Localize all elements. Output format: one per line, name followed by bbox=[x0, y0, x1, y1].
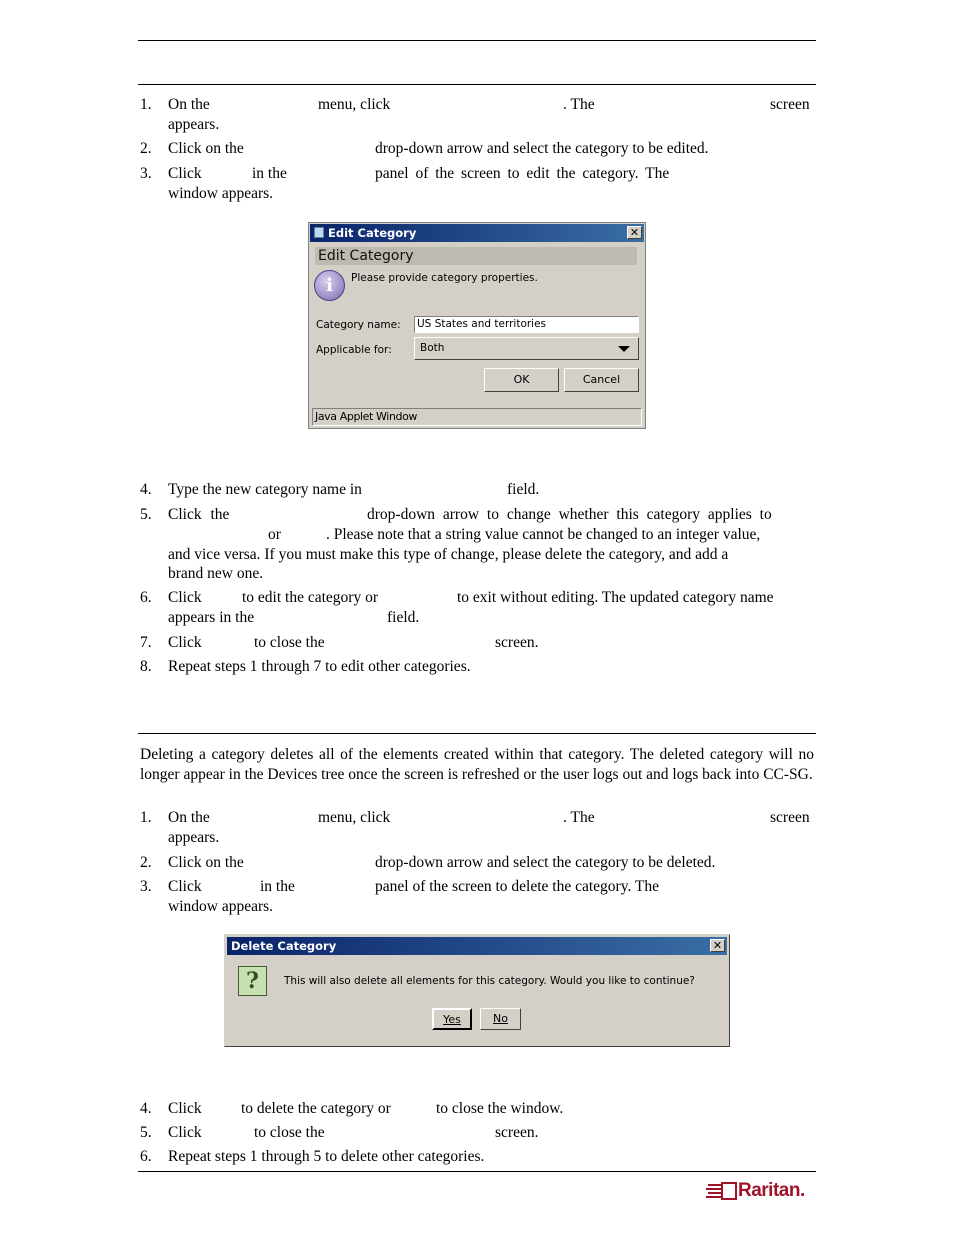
cancel-button[interactable]: Cancel bbox=[564, 368, 639, 392]
yes-button[interactable]: Yes bbox=[432, 1008, 472, 1030]
step-text: field. bbox=[507, 481, 540, 498]
applicable-for-select[interactable] bbox=[414, 337, 639, 360]
step-text: . The bbox=[563, 96, 595, 113]
step-number: 3. bbox=[140, 165, 152, 182]
step-number: 5. bbox=[140, 506, 152, 523]
step-text: Click bbox=[168, 589, 202, 606]
step-text: appears. bbox=[168, 116, 220, 133]
step-text: Repeat steps 1 through 5 to delete other categories. bbox=[168, 1148, 485, 1165]
step-text: brand new one. bbox=[168, 565, 264, 582]
step-number: 3. bbox=[140, 878, 152, 895]
step-text: to exit without editing. The updated category name bbox=[457, 589, 774, 606]
header-rule bbox=[138, 40, 816, 41]
question-icon: ? bbox=[238, 966, 267, 996]
step-text: drop-down arrow to change whether this category applies to bbox=[367, 506, 772, 523]
step-text: in the bbox=[252, 165, 287, 182]
no-button[interactable]: No bbox=[480, 1008, 521, 1030]
step-number: 2. bbox=[140, 854, 152, 871]
step-number: 4. bbox=[140, 481, 152, 498]
step-text: in the bbox=[260, 878, 295, 895]
step-number: 7. bbox=[140, 634, 152, 651]
delete-category-dialog bbox=[224, 934, 730, 1047]
confirm-message: This will also delete all elements for this category. Would you like to continue? bbox=[284, 975, 695, 987]
category-name-label: Category name: bbox=[316, 319, 401, 331]
step-text: Click bbox=[168, 878, 202, 895]
info-icon: i bbox=[314, 270, 345, 301]
step-text: Click bbox=[168, 165, 202, 182]
step-text: and vice versa. If you must make this type of change, please delete the category, and add a bbox=[168, 546, 729, 563]
info-text: Please provide category properties. bbox=[351, 272, 538, 284]
step-text: menu, click bbox=[318, 96, 391, 113]
applicable-for-label: Applicable for: bbox=[316, 344, 392, 356]
step-number: 6. bbox=[140, 1148, 152, 1165]
step-text: to close the bbox=[254, 1124, 325, 1141]
status-bar: Java Applet Window bbox=[312, 408, 642, 426]
step-text: . Please note that a string value cannot be changed to an integer value, bbox=[326, 526, 761, 543]
java-cup-icon bbox=[314, 227, 324, 238]
step-number: 8. bbox=[140, 658, 152, 675]
dialog-titlebar bbox=[227, 937, 727, 955]
step-text: Type the new category name in bbox=[168, 481, 362, 498]
step-text: or bbox=[268, 526, 281, 543]
step-text: screen bbox=[770, 809, 810, 826]
step-text: to delete the category or bbox=[241, 1100, 391, 1117]
step-text: window appears. bbox=[168, 898, 274, 915]
logo-text: Raritan. bbox=[738, 1180, 805, 1201]
delete-intro: Deleting a category deletes all of the elements created within that category. The deleted category will no longer appear in the Devices tree once the screen is refreshed or the user logs out and logs back into CC-SG. bbox=[140, 746, 814, 783]
category-name-input[interactable]: US States and territories bbox=[414, 316, 639, 333]
step-number: 2. bbox=[140, 140, 152, 157]
step-text: screen bbox=[770, 96, 810, 113]
step-text: screen. bbox=[495, 634, 539, 651]
close-icon[interactable]: ✕ bbox=[627, 226, 642, 239]
step-text: to close the window. bbox=[436, 1100, 564, 1117]
dialog-title: Delete Category bbox=[231, 939, 337, 953]
step-text: Repeat steps 1 through 7 to edit other categories. bbox=[168, 658, 471, 675]
step-text: menu, click bbox=[318, 809, 391, 826]
step-number: 1. bbox=[140, 809, 152, 826]
step-text: appears. bbox=[168, 829, 220, 846]
step-text: drop-down arrow and select the category to be deleted. bbox=[375, 854, 716, 871]
step-text: Click bbox=[168, 1100, 202, 1117]
step-number: 6. bbox=[140, 589, 152, 606]
step-text: appears in the bbox=[168, 609, 255, 626]
step-text: to close the bbox=[254, 634, 325, 651]
step-text: Click bbox=[168, 1124, 202, 1141]
step-text: panel of the screen to delete the category. The bbox=[375, 878, 660, 895]
chevron-down-icon bbox=[618, 346, 630, 352]
step-text: window appears. bbox=[168, 185, 274, 202]
applicable-for-value: Both bbox=[420, 342, 445, 354]
step-text: On the bbox=[168, 96, 210, 113]
dialog-titlebar bbox=[310, 224, 644, 242]
step-number: 5. bbox=[140, 1124, 152, 1141]
dialog-heading: Edit Category bbox=[318, 248, 414, 264]
step-text: Click the bbox=[168, 506, 230, 523]
ok-button[interactable]: OK bbox=[484, 368, 559, 392]
step-text: screen. bbox=[495, 1124, 539, 1141]
raritan-logo bbox=[706, 1180, 816, 1202]
edit-category-dialog bbox=[308, 222, 646, 429]
step-number: 4. bbox=[140, 1100, 152, 1117]
section-rule-delete bbox=[138, 733, 816, 734]
footer-rule bbox=[138, 1171, 816, 1172]
step-text: drop-down arrow and select the category to be edited. bbox=[375, 140, 709, 157]
step-text: panel of the screen to edit the category. The bbox=[375, 165, 670, 182]
step-text: to edit the category or bbox=[242, 589, 379, 606]
step-number: 1. bbox=[140, 96, 152, 113]
section-rule-edit bbox=[138, 84, 816, 85]
dialog-title: Edit Category bbox=[328, 226, 417, 240]
step-text: Click bbox=[168, 634, 202, 651]
step-text: Click on the bbox=[168, 140, 244, 157]
step-text: Click on the bbox=[168, 854, 244, 871]
step-text: . The bbox=[563, 809, 595, 826]
step-text: field. bbox=[387, 609, 420, 626]
step-text: On the bbox=[168, 809, 210, 826]
close-icon[interactable]: ✕ bbox=[710, 939, 725, 952]
